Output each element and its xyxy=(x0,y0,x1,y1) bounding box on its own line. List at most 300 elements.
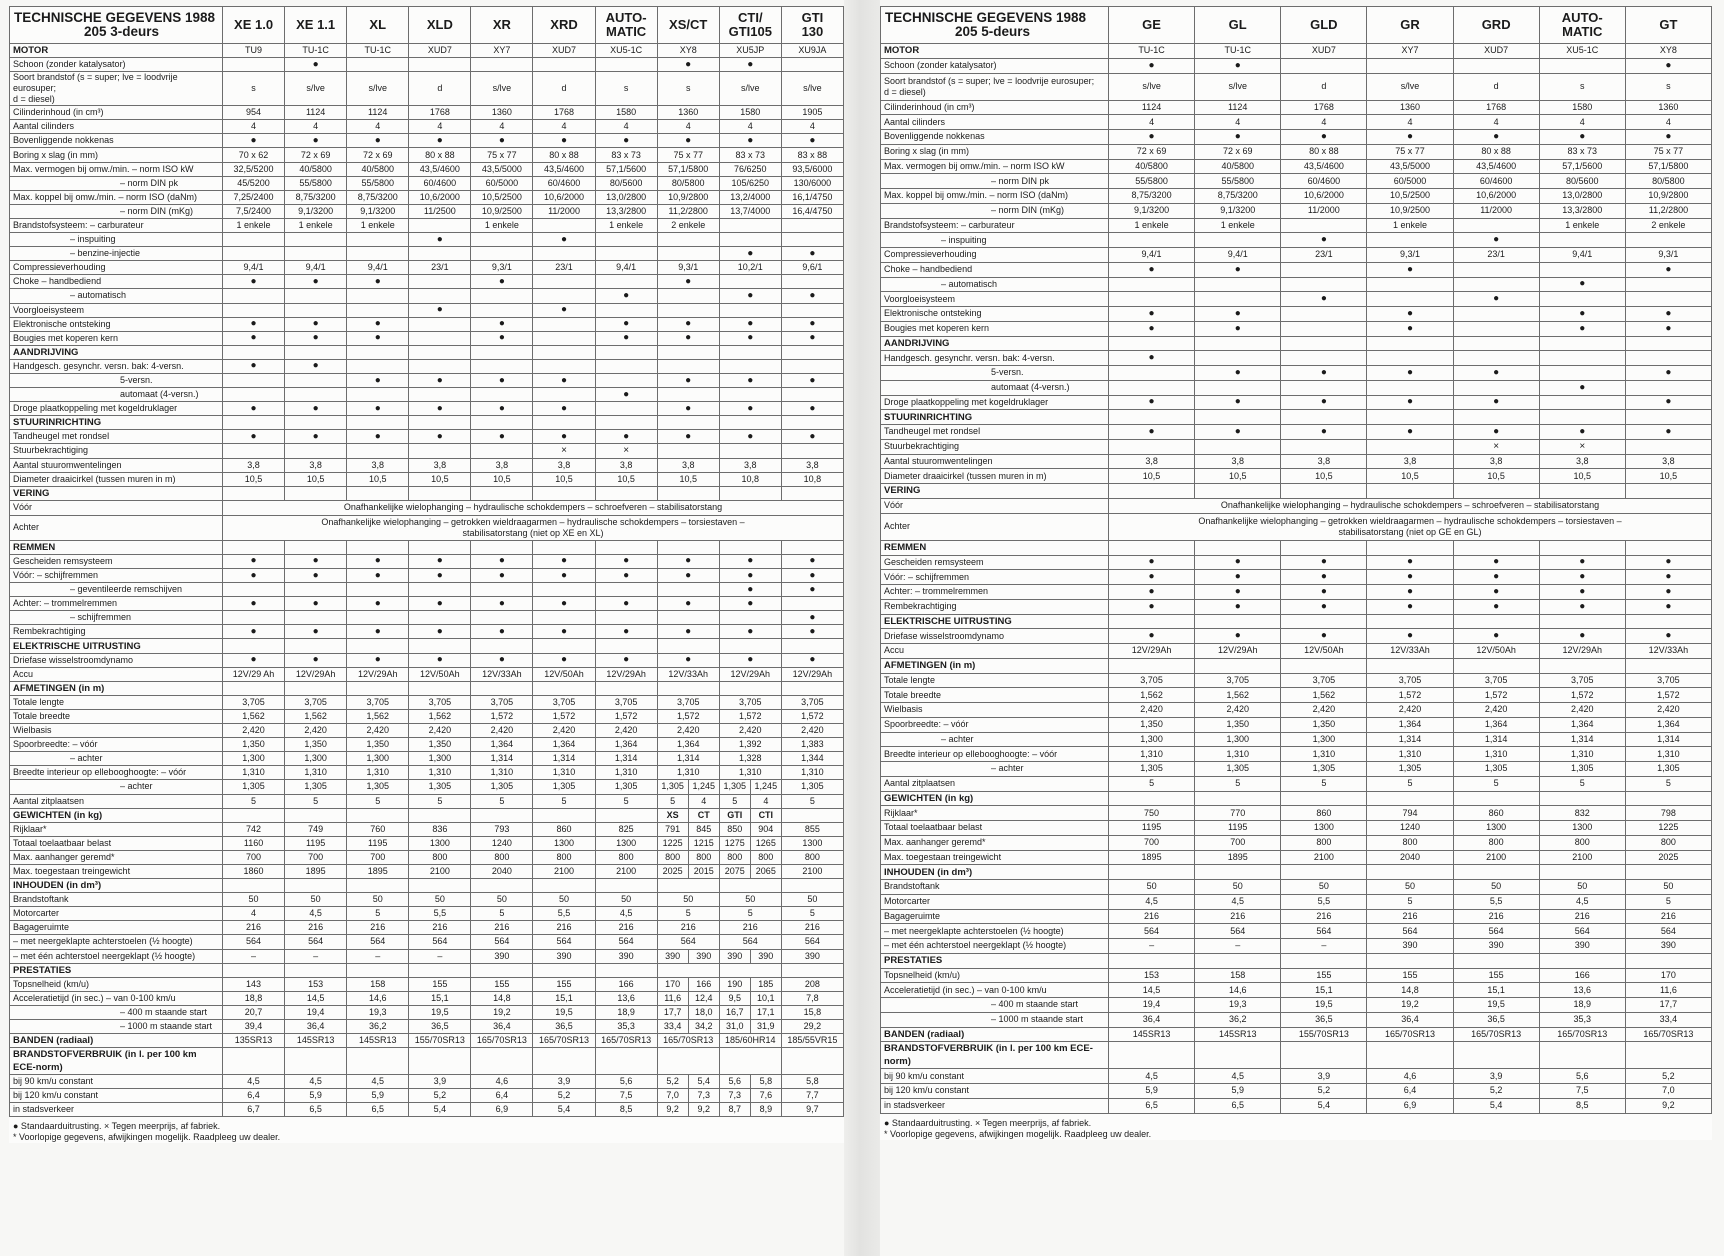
spec-value: 145SR13 xyxy=(1109,1027,1195,1042)
split-values xyxy=(720,950,781,963)
spec-value: 1768 xyxy=(409,106,471,120)
standard-dot-icon: ● xyxy=(657,275,719,289)
standard-dot-icon: ● xyxy=(347,275,409,289)
spec-value xyxy=(781,444,843,458)
spec-value: 750 xyxy=(1109,806,1195,821)
spec-value: 564 xyxy=(719,935,781,949)
spec-row xyxy=(881,277,1712,292)
spec-label: – achter xyxy=(881,732,1109,747)
standard-dot-icon: ● xyxy=(347,373,409,387)
section-row xyxy=(881,614,1712,629)
spec-value: 5 xyxy=(533,794,595,808)
spec-label: bij 90 km/u constant xyxy=(10,1075,223,1089)
spec-value: 390 xyxy=(1367,939,1453,954)
standard-dot-icon: ● xyxy=(719,569,781,583)
split-value: 5,4 xyxy=(697,1076,710,1087)
spec-label: Breedte interieur op ellebooghoogte: – vóór xyxy=(881,747,1109,762)
spec-label: Aantal cilinders xyxy=(881,115,1109,130)
spec-label: automaat (4-versn.) xyxy=(881,380,1109,395)
spec-row xyxy=(10,780,844,794)
spec-value: 5 xyxy=(719,907,781,921)
spec-value: 10,8 xyxy=(719,472,781,486)
split-value: 12,4 xyxy=(694,992,713,1003)
spec-value: 2,420 xyxy=(719,724,781,738)
spec-row xyxy=(10,289,844,303)
spec-value: – xyxy=(223,949,285,963)
spec-label: Motorcarter xyxy=(10,907,223,921)
spec-value xyxy=(595,639,657,653)
spec-value: 9,4/1 xyxy=(285,261,347,275)
spec-value xyxy=(409,879,471,893)
spec-value xyxy=(347,444,409,458)
spec-value xyxy=(285,303,347,317)
spec-value xyxy=(409,486,471,500)
spec-value xyxy=(1539,1042,1625,1069)
spec-value xyxy=(223,416,285,430)
spec-value: 165/70SR13 xyxy=(1367,1027,1453,1042)
standard-dot-icon: ● xyxy=(1453,599,1539,614)
spec-value: 12V/29Ah xyxy=(1109,644,1195,659)
spec-value: 155 xyxy=(409,977,471,991)
spec-value xyxy=(285,444,347,458)
spec-value xyxy=(1109,410,1195,425)
spec-value: 14,6 xyxy=(1195,983,1281,998)
spec-value: 564 xyxy=(1281,924,1367,939)
spec-value: 12V/29Ah xyxy=(285,667,347,681)
spec-value: 83 x 73 xyxy=(1539,144,1625,159)
spec-value xyxy=(1453,321,1539,336)
spec-value xyxy=(533,639,595,653)
spec-label: 5-versn. xyxy=(881,366,1109,381)
spec-value xyxy=(1625,484,1711,499)
spec-value xyxy=(781,275,843,289)
spec-row xyxy=(10,1020,844,1034)
spec-value: 5,5 xyxy=(1281,894,1367,909)
spec-value: 1 enkele xyxy=(1367,218,1453,233)
spec-label: Vóór xyxy=(881,498,1109,513)
spec-value: 2,420 xyxy=(533,724,595,738)
standard-dot-icon: ● xyxy=(1453,555,1539,570)
spec-row xyxy=(10,1005,844,1019)
spec-value xyxy=(1625,953,1711,968)
standard-dot-icon: ● xyxy=(347,317,409,331)
spec-label: Boring x slag (in mm) xyxy=(10,148,223,162)
spec-value: 60/4600 xyxy=(1453,174,1539,189)
spec-value: 1195 xyxy=(347,836,409,850)
spec-value: 14,8 xyxy=(1367,983,1453,998)
spec-value: 860 xyxy=(1453,806,1539,821)
spec-value xyxy=(1281,380,1367,395)
spec-row xyxy=(881,585,1712,600)
spec-value: 1,314 xyxy=(1367,732,1453,747)
standard-dot-icon: ● xyxy=(1195,321,1281,336)
spec-value: XUD7 xyxy=(409,44,471,58)
standard-dot-icon: ● xyxy=(223,134,285,148)
spec-value: XUD7 xyxy=(1453,44,1539,59)
spec-value: 1,310 xyxy=(409,766,471,780)
spec-page-5-deurs xyxy=(880,6,1712,1140)
spec-value: 1,572 xyxy=(471,709,533,723)
spec-value: 4 xyxy=(471,120,533,134)
spec-value: 1,572 xyxy=(533,709,595,723)
spec-value xyxy=(223,303,285,317)
split-value-cell xyxy=(657,1020,719,1034)
spec-label: Max. toegestaan treingewicht xyxy=(881,850,1109,865)
spec-value xyxy=(657,963,719,977)
standard-dot-icon: ● xyxy=(657,58,719,72)
spec-value xyxy=(657,540,719,554)
spec-value xyxy=(1625,351,1711,366)
spec-value: 10,5 xyxy=(471,472,533,486)
spec-value: 1,310 xyxy=(471,766,533,780)
spec-value: 9,1/3200 xyxy=(347,204,409,218)
spec-value xyxy=(533,879,595,893)
spec-value: 158 xyxy=(347,977,409,991)
standard-dot-icon: ● xyxy=(409,233,471,247)
spec-label: Driefase wisselstroomdynamo xyxy=(10,653,223,667)
spec-value: 5 xyxy=(471,907,533,921)
spec-value: 80/5600 xyxy=(595,176,657,190)
spec-value: 72 x 69 xyxy=(1195,144,1281,159)
section-heading: STUURINRICHTING xyxy=(10,416,223,430)
spec-value xyxy=(223,963,285,977)
spec-value: 80 x 88 xyxy=(533,148,595,162)
spec-value: 2,420 xyxy=(781,724,843,738)
spec-value: 1,364 xyxy=(1539,717,1625,732)
spec-value: 36,4 xyxy=(1367,1012,1453,1027)
standard-dot-icon: ● xyxy=(471,275,533,289)
standard-dot-icon: ● xyxy=(1109,58,1195,73)
span-value: Onafhankelijke wielophanging – hydraulische schokdempers – schroefveren – stabilisatorstang xyxy=(1109,498,1712,513)
standard-dot-icon: ● xyxy=(471,653,533,667)
spec-value: 800 xyxy=(1453,835,1539,850)
spec-value xyxy=(1195,1042,1281,1069)
spec-label: Vóór: – schijfremmen xyxy=(881,570,1109,585)
spec-value: 6,5 xyxy=(285,1103,347,1117)
spec-value xyxy=(471,247,533,261)
spec-value: s xyxy=(1625,73,1711,100)
spec-value: 33,4 xyxy=(1625,1012,1711,1027)
spec-value: 3,705 xyxy=(471,695,533,709)
spec-value xyxy=(781,58,843,72)
spec-value: 390 xyxy=(471,949,533,963)
spec-value: 60/4600 xyxy=(409,176,471,190)
spec-value: 12V/33Ah xyxy=(1367,644,1453,659)
spec-value: 1,364 xyxy=(1367,717,1453,732)
spec-value xyxy=(1109,1042,1195,1069)
spec-row xyxy=(10,500,844,515)
spec-value xyxy=(533,359,595,373)
spec-row xyxy=(10,554,844,568)
standard-dot-icon: ● xyxy=(1625,321,1711,336)
standard-dot-icon: ● xyxy=(595,554,657,568)
spec-row xyxy=(881,380,1712,395)
spec-row xyxy=(10,388,844,402)
spec-row xyxy=(881,454,1712,469)
spec-value: 55/5800 xyxy=(347,176,409,190)
spec-value: 390 xyxy=(533,949,595,963)
spec-value xyxy=(1281,336,1367,351)
standard-dot-icon: ● xyxy=(1539,570,1625,585)
spec-value: 3,8 xyxy=(1453,454,1539,469)
split-value: 800 xyxy=(658,851,689,864)
spec-row xyxy=(10,233,844,247)
standard-dot-icon: ● xyxy=(285,653,347,667)
spec-label: Bagageruimte xyxy=(10,921,223,935)
split-values xyxy=(658,978,719,991)
spec-row xyxy=(10,148,844,162)
standard-dot-icon: ● xyxy=(347,597,409,611)
section-row xyxy=(881,410,1712,425)
spec-value xyxy=(1109,540,1195,555)
split-value-cell xyxy=(657,1103,719,1117)
spec-value xyxy=(719,486,781,500)
spec-value: 165/70SR13 xyxy=(657,1034,719,1048)
spec-value: – xyxy=(1281,939,1367,954)
spec-value xyxy=(1367,439,1453,454)
split-value: 5 xyxy=(720,795,751,808)
spec-value: 3,8 xyxy=(409,458,471,472)
standard-dot-icon: ● xyxy=(1195,307,1281,322)
split-value-cell xyxy=(719,836,781,850)
spec-value: 1768 xyxy=(1281,100,1367,115)
spec-value xyxy=(595,416,657,430)
split-value: 17,1 xyxy=(757,1006,775,1017)
spec-row xyxy=(10,190,844,204)
spec-value: 216 xyxy=(1453,909,1539,924)
spec-row xyxy=(881,321,1712,336)
spec-row xyxy=(881,233,1712,248)
section-heading: MOTOR xyxy=(881,44,1109,59)
spec-row xyxy=(10,569,844,583)
spec-value: 216 xyxy=(409,921,471,935)
spec-value: 216 xyxy=(1195,909,1281,924)
spec-value: 50 xyxy=(781,893,843,907)
spec-value xyxy=(1453,1042,1539,1069)
spec-value: 800 xyxy=(533,850,595,864)
spec-label: Max. aanhanger geremd* xyxy=(881,835,1109,850)
spec-value xyxy=(471,388,533,402)
spec-row xyxy=(10,1103,844,1117)
spec-value: 5 xyxy=(657,907,719,921)
spec-value: 1895 xyxy=(347,864,409,878)
spec-value xyxy=(285,416,347,430)
spec-row xyxy=(881,58,1712,73)
spec-value: 50 xyxy=(1625,880,1711,895)
standard-dot-icon: ● xyxy=(533,373,595,387)
spec-label: – met neergeklapte achterstoelen (½ hoogte) xyxy=(881,924,1109,939)
standard-dot-icon: ● xyxy=(719,625,781,639)
standard-dot-icon: ● xyxy=(223,430,285,444)
spec-label: Elektronische ontsteking xyxy=(881,307,1109,322)
spec-value: 4 xyxy=(719,120,781,134)
standard-dot-icon: ● xyxy=(1625,570,1711,585)
spec-value xyxy=(1625,277,1711,292)
standard-dot-icon: ● xyxy=(719,289,781,303)
spec-value: 1,392 xyxy=(719,738,781,752)
spec-value xyxy=(533,1048,595,1075)
spec-value: 36,4 xyxy=(1109,1012,1195,1027)
split-value: 1275 xyxy=(720,837,751,850)
standard-dot-icon: ● xyxy=(533,653,595,667)
spec-value: 1,305 xyxy=(595,780,657,794)
spec-value: 5,6 xyxy=(1539,1069,1625,1084)
spec-value xyxy=(657,611,719,625)
title-line-1: TECHNISCHE GEGEVENS 1988 xyxy=(885,10,1087,25)
spec-value: 12V/29Ah xyxy=(719,667,781,681)
standard-dot-icon: ● xyxy=(781,289,843,303)
spec-value: 35,3 xyxy=(595,1020,657,1034)
spec-row xyxy=(881,498,1712,513)
section-row xyxy=(881,1027,1712,1042)
spec-label: Brandstoftank xyxy=(10,893,223,907)
spec-value: 80/5600 xyxy=(1539,174,1625,189)
spec-value xyxy=(285,289,347,303)
standard-dot-icon: ● xyxy=(781,653,843,667)
spec-value xyxy=(781,233,843,247)
standard-dot-icon: ● xyxy=(1367,629,1453,644)
spec-label: – inspuiting xyxy=(10,233,223,247)
spec-label: Droge plaatkoppeling met kogeldruklager xyxy=(10,402,223,416)
spec-value: 1580 xyxy=(1539,100,1625,115)
spec-value: 749 xyxy=(285,822,347,836)
spec-label: Soort brandstof (s = super; lve = loodvrije eurosuper; d = diesel) xyxy=(881,73,1109,100)
spec-value: 70 x 62 xyxy=(223,148,285,162)
spec-value: 4,5 xyxy=(1195,1069,1281,1084)
spec-value xyxy=(533,275,595,289)
standard-dot-icon: ● xyxy=(1539,599,1625,614)
spec-row xyxy=(10,935,844,949)
spec-value: 564 xyxy=(657,935,719,949)
spec-value: 1 enkele xyxy=(595,218,657,232)
spec-label: Rembekrachtiging xyxy=(881,599,1109,614)
spec-value: 83 x 73 xyxy=(595,148,657,162)
spec-value: 170 xyxy=(1625,968,1711,983)
spec-value: 1,562 xyxy=(1109,688,1195,703)
model-header: GR xyxy=(1367,7,1453,44)
spec-value: 216 xyxy=(1281,909,1367,924)
spec-value: 1300 xyxy=(1453,821,1539,836)
spec-value: 1300 xyxy=(781,836,843,850)
section-heading: PRESTATIES xyxy=(881,953,1109,968)
section-heading: AANDRIJVING xyxy=(10,345,223,359)
spec-value: 564 xyxy=(1453,924,1539,939)
spec-label: Elektronische ontsteking xyxy=(10,317,223,331)
spec-value: 18,9 xyxy=(1539,998,1625,1013)
spec-value xyxy=(471,58,533,72)
spec-row xyxy=(881,439,1712,454)
spec-value: 1,305 xyxy=(1367,762,1453,777)
split-value-cell xyxy=(719,808,781,822)
spec-value: 5,9 xyxy=(347,1089,409,1103)
spec-value: 700 xyxy=(285,850,347,864)
spec-value: 1360 xyxy=(1367,100,1453,115)
spec-value: 4 xyxy=(595,120,657,134)
spec-value xyxy=(1109,233,1195,248)
spec-value: 1 enkele xyxy=(347,218,409,232)
spec-label: – 1000 m staande start xyxy=(881,1012,1109,1027)
spec-value: 10,5 xyxy=(1281,469,1367,484)
spec-value: 1195 xyxy=(285,836,347,850)
spec-value: 1300 xyxy=(1281,821,1367,836)
spec-value xyxy=(223,1048,285,1075)
standard-dot-icon: ● xyxy=(1539,307,1625,322)
spec-value: 10,5 xyxy=(595,472,657,486)
spec-value xyxy=(1539,484,1625,499)
standard-dot-icon: ● xyxy=(347,653,409,667)
spec-value xyxy=(1539,292,1625,307)
spec-value: 7,5 xyxy=(1539,1084,1625,1099)
spec-value: 83 x 88 xyxy=(781,148,843,162)
spec-value xyxy=(285,963,347,977)
split-values xyxy=(658,1103,719,1116)
standard-dot-icon: ● xyxy=(1367,321,1453,336)
spec-value: 4,5 xyxy=(285,907,347,921)
spec-value: 800 xyxy=(409,850,471,864)
spec-value xyxy=(719,275,781,289)
standard-dot-icon: ● xyxy=(781,247,843,261)
spec-value: 1,305 xyxy=(781,780,843,794)
spec-label: Max. koppel bij omw./min. – norm ISO (daNm) xyxy=(881,189,1109,204)
spec-value: – xyxy=(1109,939,1195,954)
standard-dot-icon: ● xyxy=(1539,425,1625,440)
spec-label: Stuurbekrachtiging xyxy=(881,439,1109,454)
spec-value: 5,2 xyxy=(1625,1069,1711,1084)
spec-value: 3,705 xyxy=(1195,673,1281,688)
spec-value xyxy=(1453,58,1539,73)
standard-dot-icon: ● xyxy=(533,569,595,583)
standard-dot-icon: ● xyxy=(409,402,471,416)
spec-row xyxy=(10,864,844,878)
spec-value xyxy=(595,681,657,695)
spec-value xyxy=(1281,277,1367,292)
spec-value: 1,572 xyxy=(719,709,781,723)
spec-value: 12V/29Ah xyxy=(1195,644,1281,659)
spec-value: 7,5/2400 xyxy=(223,204,285,218)
spec-row xyxy=(10,738,844,752)
spec-value xyxy=(1195,351,1281,366)
spec-value: 9,3/1 xyxy=(471,261,533,275)
spec-value: 3,705 xyxy=(533,695,595,709)
split-value-cell xyxy=(719,1005,781,1019)
spec-value: 1,310 xyxy=(1367,747,1453,762)
standard-dot-icon: ● xyxy=(781,134,843,148)
standard-dot-icon: ● xyxy=(533,554,595,568)
spec-value: 5,9 xyxy=(285,1089,347,1103)
spec-value: 40/5800 xyxy=(1109,159,1195,174)
spec-value: 5 xyxy=(1367,894,1453,909)
spec-value: d xyxy=(533,72,595,106)
spec-value: 216 xyxy=(781,921,843,935)
split-value: 9,2 xyxy=(697,1104,710,1115)
spec-value xyxy=(347,289,409,303)
split-value-cell xyxy=(657,780,719,794)
split-values xyxy=(658,823,719,836)
spec-row xyxy=(10,695,844,709)
model-header: GL xyxy=(1195,7,1281,44)
model-header: XR xyxy=(471,7,533,44)
spec-value xyxy=(1281,58,1367,73)
spec-value xyxy=(471,303,533,317)
spec-value xyxy=(471,808,533,822)
spec-value: 6,9 xyxy=(1367,1098,1453,1113)
footnotes xyxy=(880,1114,1712,1140)
spec-value: 216 xyxy=(657,921,719,935)
spec-value: 72 x 69 xyxy=(347,148,409,162)
spec-label: Diameter draaicirkel (tussen muren in m) xyxy=(10,472,223,486)
spec-value: d xyxy=(409,72,471,106)
spec-row xyxy=(10,907,844,921)
